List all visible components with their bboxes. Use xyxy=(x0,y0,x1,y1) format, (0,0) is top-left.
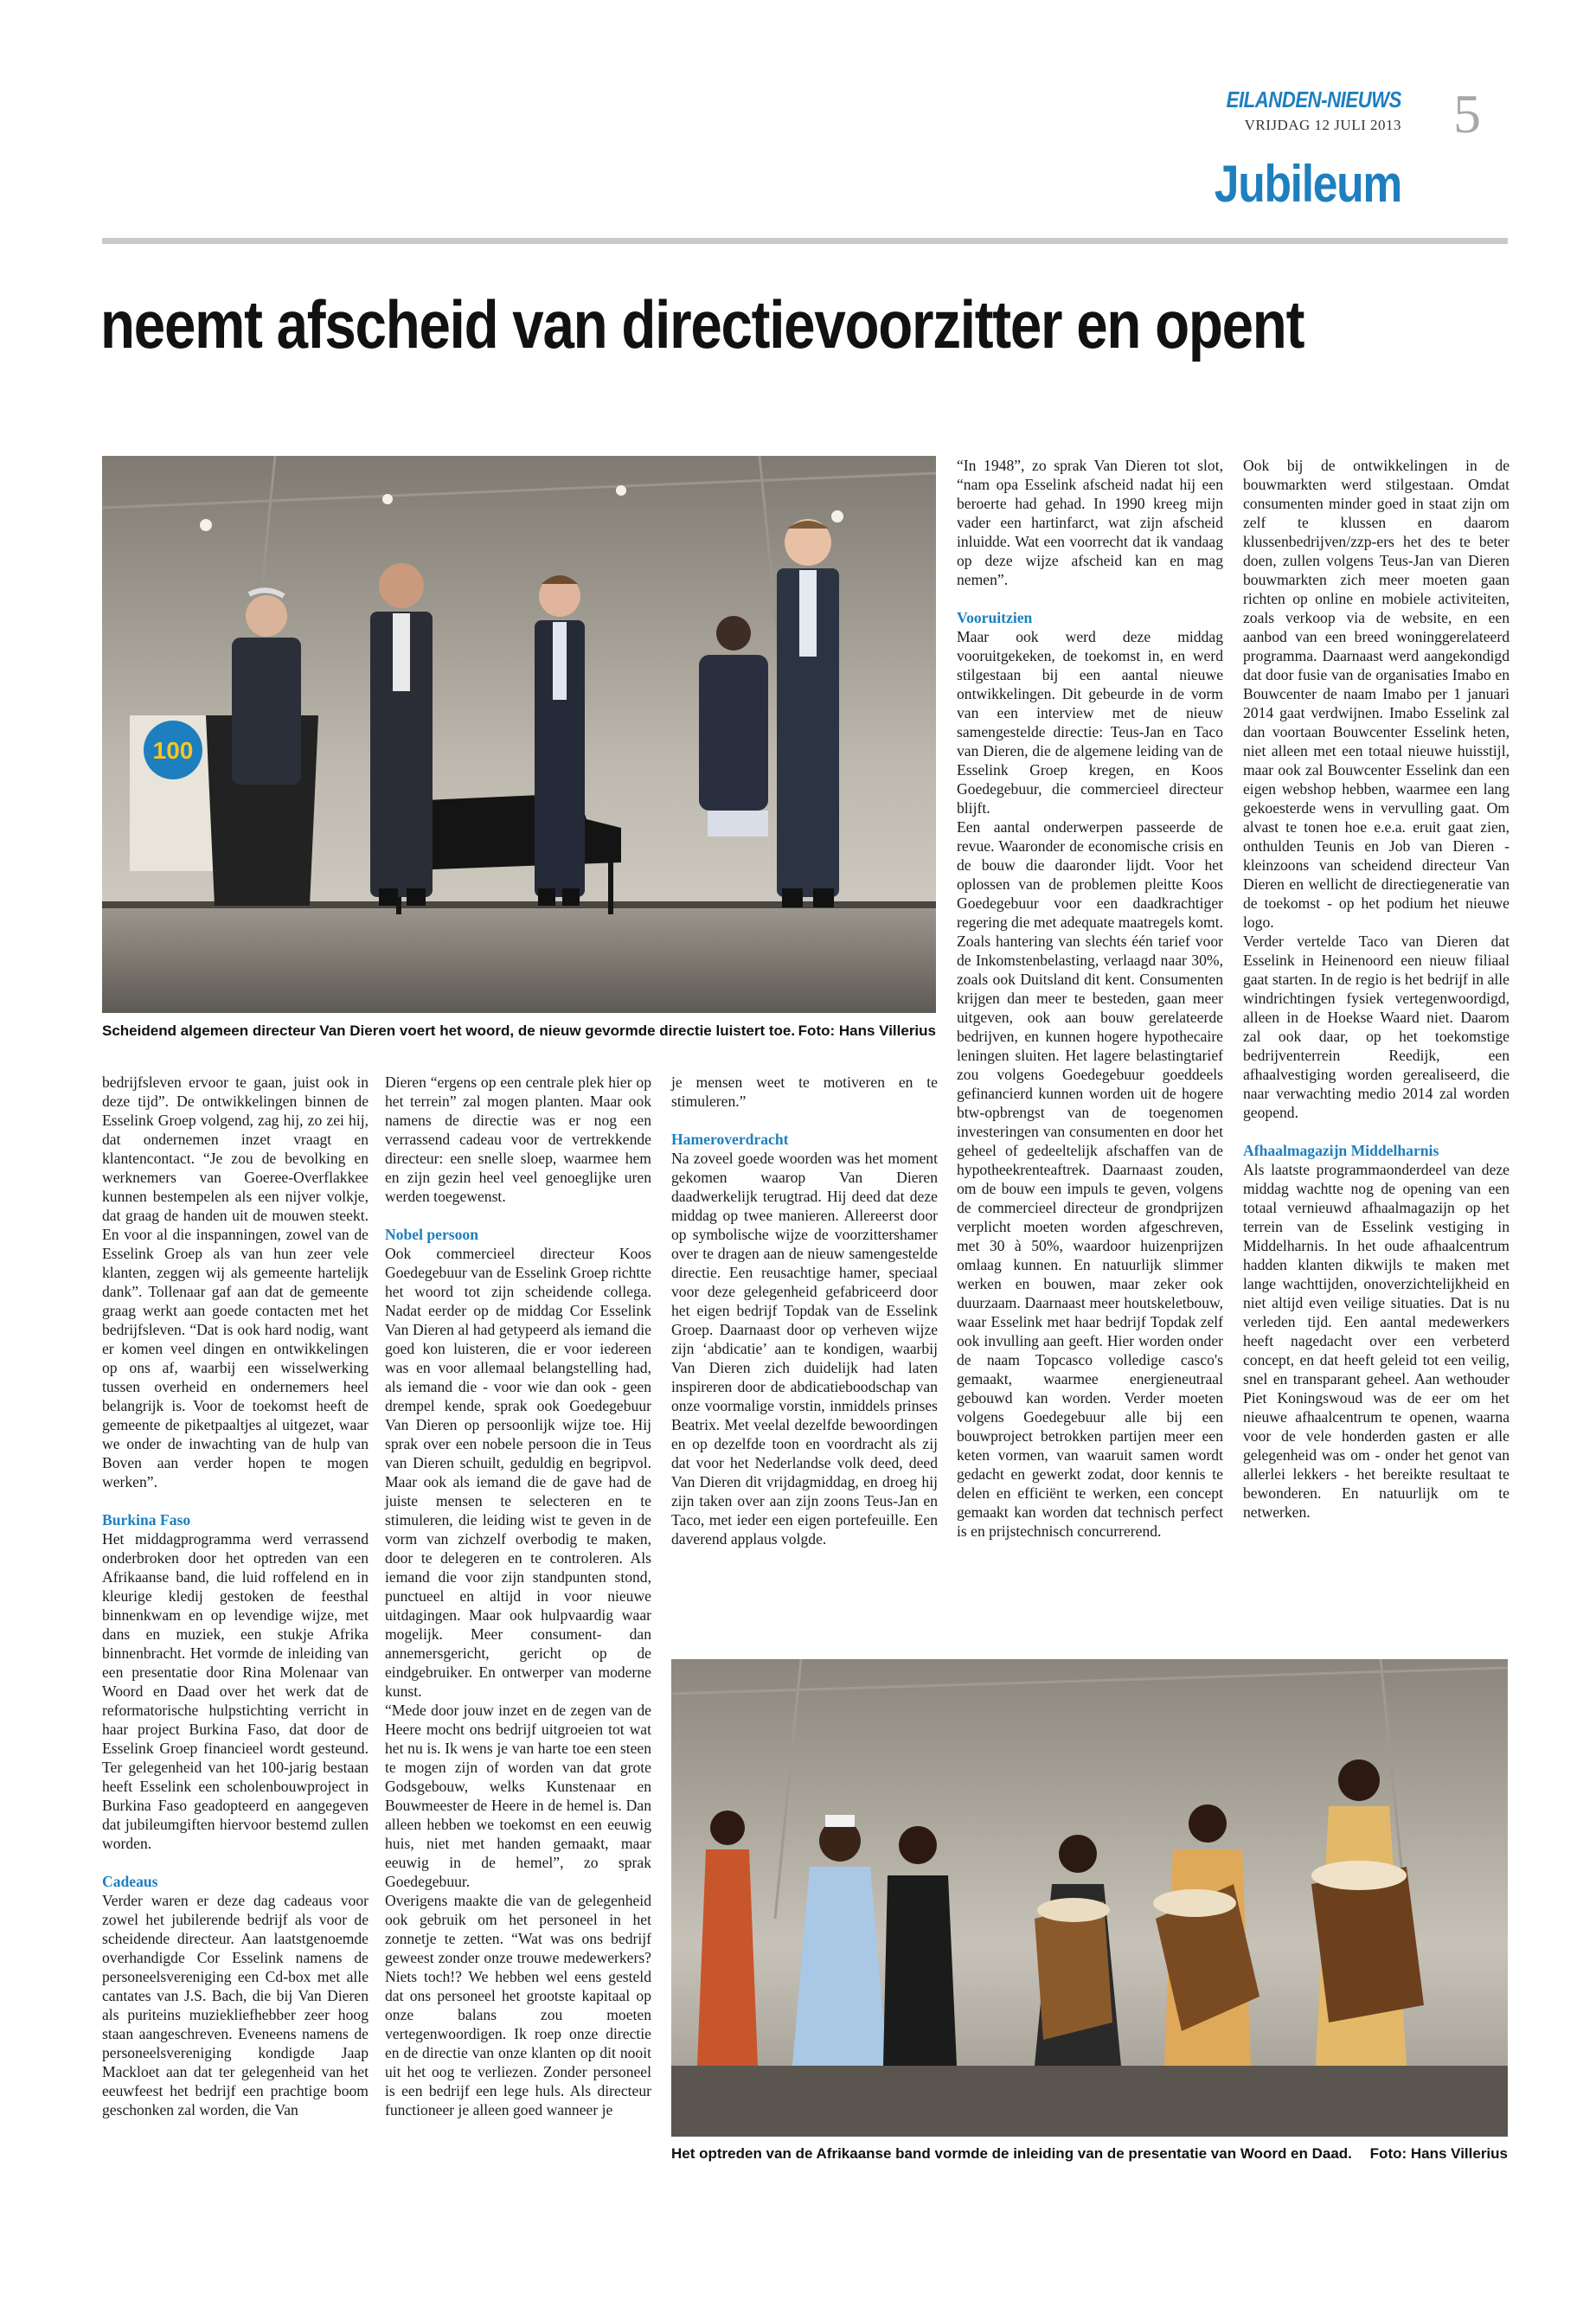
col4-paragraph-3: Een aantal onderwerpen passeerde de revue. Waaronder de economische crisis en de bouw die daaronder lijdt. Voor het oplossen van de problemen pleitte Koos Goedegebuur voor een daadkrachtiger regering die met adequate maatregels komt. Zoals hantering van slechts één tarief voor de Inkomstenbelasting, verlaagd naar 30%, zoals ook Duitsland dit kent. Consumenten krijgen dan meer te besteden, gaan meer uitgeven, ook aan bouw gerelateerde bedrijven, en kunnen hogere hypothecaire leningen sluiten. Het lagere belastingtarief zou volgens Goedegebuur goeddeels gefinancierd kunnen worden uit de hogere btw-opbrengst van de toegenomen investeringen van consumenten en door het geheel of gedeeltelijk afschaffen van de hypotheekrenteaftrek. Daarnaast zouden, om de bouw een impuls te geven, volgens de commercieel directeur de grondprijzen verplicht moeten worden afgeschreven, met 30 à 50%, waardoor huizenprijzen omlaag kunnen. En natuurlijk slimmer werken en bouwen, maar zeker ook duurzaam. Daarnaast meer houtskeletbouw, waar Esselink met haar bedrijf Topdak zelf ook invulling aan geeft. Hier worden onder de naam Topcasco volledige casco's gemaakt, waarmee energieneutraal gebouwd kan worden. Verder moeten volgens Goedegebuur alle bij een bouwproject betrokken partijen meer een keten vormen, van waaruit samen wordt gedacht en gewerkt zodat, door kennis te delen en efficiënt te werken, een concept gemaakt kan worden dat technisch perfect is en prijstechnisch concurrerend. xyxy=(957,818,1223,1540)
photo1-credit: Foto: Hans Villerius xyxy=(798,1022,936,1039)
col3-paragraph-2: Na zoveel goede woorden was het moment gekomen waarop Van Dieren daadwerkelijk terugtrad. Hij deed dat deze middag op twee manieren. Allereerst door op symbolische wijze de voorzittershamer over te dragen aan de nieuw samengestelde directie. Een reusachtige hamer, speciaal voor deze gelegenheid gefabriceerd door het eigen bedrijf Topdak van de Esselink Groep. Daarnaast door op verheven wijze zijn ‘abdicatie’ aan te kondigen, waarbij Van Dieren zich duidelijk had laten inspireren door de abdicatieboodschap van onze voormalige vorstin, inmiddels prinses Beatrix. Met veelal dezelfde bewoordingen en op dezelfde toon en voordracht als zij dat voor het Nederlandse volk deed, deed Van Dieren dit vrijdagmiddag, en droeg hij zijn taken over aan zijn zoons Teus-Jan en Taco, met ieder een eigen portefeuille. Een daverend applaus volgde. xyxy=(671,1150,938,1548)
col5-subheading-afhaalmagazijn: Afhaalmagazijn Middelharnis xyxy=(1243,1142,1439,1159)
col2-paragraph-1: Dieren “ergens op een centrale plek hier op het terrein” zal mogen planten. Maar ook namens de directie was er nog een verrassend cadeau voor de vertrekkende directeur: een snelle sloep, waarmee hem en zijn gezin heel veel genoeglijke uren werden toegewenst. xyxy=(385,1074,651,1205)
col2-paragraph-2: Ook commercieel directeur Koos Goedegebuur van de Esselink Groep richtte het woord tot zijn scheidende collega. Nadat eerder op de middag Cor Esselink Van Dieren al had getypeerd als iemand die goed kon luisteren, die er voor iedereen was en voor allemaal belangstelling had, als iemand die - voor wie dan ook - geen drempel kende, sprak ook Goedegebuur Van Dieren op persoonlijk wijze toe. Hij sprak over een nobele persoon die in Teus van Dieren schuilt, geduldig en begripvol. Maar ook als iemand die de gave had de juiste mensen te selecteren en te stimuleren, die leiding wist te geven in de vorm van zichzelf overbodig te maken, door te delegeren en te controleren. Als iemand die voor zijn standpunten stond, punctueel en altijd in voor nieuwe uitdagingen. Maar ook hulpvaardig waar mogelijk. Meer consument- dan annemersgericht, gericht op de eindgebruiker. En ontwerper van moderne kunst. xyxy=(385,1245,651,1700)
article-column-2 xyxy=(385,1073,651,2119)
col1-paragraph-1: bedrijfsleven ervoor te gaan, juist ook in deze tijd”. De ontwikkelingen binnen de Esselink Groep volgend, zag hij, zo zei hij, dat ondernemen inzet vraagt en klantencontact. “Je zou de bevolking en werknemers van Goeree-Overflakkee kunnen bestempelen als een nijver volkje, dat graag de handen uit de mouwen steekt. En voor al die inspanningen, zowel van de Esselink Groep als van hun zeer vele klanten, zeggen wij als gemeente hartelijk dank”. Tollenaar gaf aan dat de gemeente graag werkt aan goede contacten met het bedrijfsleven. “Dat is ook hard nodig, want er komen veel dingen en ontwikkelingen op ons af, waarbij een wisselwerking tussen overheid en ondernemers heel belangrijk is. Voor de toekomst heeft de gemeente de piketpaaltjes al uitgezet, waar we onder de inwachting van de hulp van Boven aan verder hopen te mogen werken”. xyxy=(102,1074,369,1490)
col5-paragraph-2: Verder vertelde Taco van Dieren dat Esselink in Heinenoord een nieuw filiaal gaat starten. In de regio is het bedrijf in alle windrichtingen fysiek vertegenwoordigd, alleen in de Hoekse Waard niet. Daarom zal ook daar, op het toekomstige bedrijventerrein Reedijk, een afhaalvestiging worden gerealiseerd, die naar verwachting medio 2014 zal worden geopend. xyxy=(1243,933,1509,1121)
banner-100-text: 100 xyxy=(152,737,194,764)
photo1-caption-text: Scheidend algemeen directeur Van Dieren voert het woord, de nieuw gevormde directie luistert toe. xyxy=(102,1022,796,1039)
col4-subheading-vooruitzien: Vooruitzien xyxy=(957,609,1033,626)
article-column-4 xyxy=(957,456,1223,1541)
col3-paragraph-1: je mensen weet te motiveren en te stimuleren.” xyxy=(671,1074,938,1110)
article-column-1 xyxy=(102,1073,369,2119)
section-title: Jubileum xyxy=(1214,155,1401,213)
issue-date: VRIJDAG 12 JULI 2013 xyxy=(1244,117,1401,133)
col2-paragraph-3: “Mede door jouw inzet en de zegen van de Heere mocht ons bedrijf uitgroeien tot wat het nu is. Ik wens je van harte toe een steen te mogen zijn of worden van dat grote Godsgebouw, welks Kunstenaar en Bouwmeester de Heere in de hemel is. Dan alleen hebben we toekomst en een eeuwig huis, niet met handen gemaakt, maar eeuwig in de hemel”, zo sprak Goedegebuur. xyxy=(385,1702,651,1890)
col1-subheading-burkina-faso: Burkina Faso xyxy=(102,1511,191,1529)
headline: neemt afscheid van directievoorzitter en opent xyxy=(100,286,1304,362)
photo2-credit: Foto: Hans Villerius xyxy=(1369,2145,1508,2162)
col5-paragraph-3: Als laatste programmaonderdeel van deze middag wachtte nog de opening van een totaal vernieuwd afhaalmagazijn op het terrein van de Esselink vestiging in Middelharnis. In het oude afhaalcentrum hadden klanten dikwijls te maken met lange wachttijden, onoverzichtelijkheid en niet altijd even veilige situaties. Dat is nu verleden tijd. Een aantal medewerkers heeft nagedacht over een verbeterd concept, en dat heeft geleid tot een veilig, snel en transparant geheel. Aan wethouder Piet Koningswoud was de eer om het nieuwe afhaalcentrum te openen, waarna voor de vele honderden gasten er alle gelegenheid was om - onder het genot van allerlei lekkers - het bereikte resultaat te bewonderen. En natuurlijk om te netwerken. xyxy=(1243,1161,1509,1521)
page-number: 5 xyxy=(1453,83,1481,144)
col3-subheading-hameroverdracht: Hameroverdracht xyxy=(671,1131,789,1148)
col5-paragraph-1: Ook bij de ontwikkelingen in de bouwmarkten werd stilgestaan. Omdat consumenten minder goed in staat zijn om zelf te klussen en daarom klussenbedrijven/zzp-ers het des te beter doen, zullen volgens Teus-Jan van Dieren bouwmarkten zich meer moeten gaan richten op online en mobiele activiteiten, zoals verkoop via de website, en een aanbod van een breed woninggerelateerd programma. Daarnaast werd aangekondigd dat door fusie van de organisaties Imabo en Bouwcenter de naam Imabo per 1 januari 2014 gaat verdwijnen. Imabo Esselink zal dan voortaan Bouwcenter Esselink heten, niet alleen met een totaal nieuwe huisstijl, maar ook zal Bouwcenter Esselink dan een eigen webshop hebben, waarmee een lang gekoesterde wens in vervulling gaat. Om alvast te tonen hoe e.e.a. eruit gaat zien, onthulden Teunis en Job van Dieren - kleinzoons van scheidend directeur Van Dieren en wellicht de directiegeneratie van de toekomst - op het podium het nieuwe logo. xyxy=(1243,457,1509,931)
col2-paragraph-4: Overigens maakte die van de gelegenheid ook gebruik om het personeel in het zonnetje te zetten. “Wat was ons bedrijf geweest zonder onze trouwe medewerkers? Niets toch!? We hebben wel eens gesteld dat ons personeel het grootste kapitaal op onze balans zou moeten vertegenwoordigen. Ik roep onze directie en de directie van onze klanten op dit nooit uit het oog te verliezen. Zonder personeel is een bedrijf een lege huls. Als directeur functioneer je alleen goed wanneer je xyxy=(385,1892,651,2118)
jubilee-banner xyxy=(130,715,216,871)
col1-paragraph-2: Het middagprogramma werd verrassend onderbroken door het optreden van een Afrikaanse band, die luid roffelend en in kleurige kledij gestoken de feesthal binnenkwam en op levendige wijze, met dans en muziek, een stukje Afrika binnenbracht. Het vormde de inleiding van een presentatie door Rina Molenaar van Woord en Daad over het werk dat de reformatorische hulpstichting verricht in haar project Burkina Faso, dat door de Esselink Groep financieel wordt gesteund. Ter gelegenheid van het 100-jarig bestaan heeft Esselink een scholenbouwproject in Burkina Faso geadopteerd en aangegeven dat jubileumgiften hiervoor bestemd zullen worden. xyxy=(102,1530,369,1852)
photo2-caption xyxy=(671,2145,1508,2163)
header-rule xyxy=(102,238,1508,244)
photo2-caption-text: Het optreden van de Afrikaanse band vormde de inleiding van de presentatie van Woord en Daad. xyxy=(671,2145,1352,2162)
col1-paragraph-3: Verder waren er deze dag cadeaus voor zowel het jubilerende bedrijf als voor de scheidende directeur. Aan laatstgenoemde overhandigde Cor Esselink namens de personeelsvereniging een Cd-box met alle cantates van J.S. Bach, die bij Van Dieren als puriteins muziekliefhebber zeer hoog staan aangeschreven. Eveneens namens de personeelsvereniging kondigde Jaap Mackloet aan dat ter gelegenheid van het eeuwfeest het bedrijf een prachtige boom geschonken zal worden, die Van xyxy=(102,1892,369,2118)
article-column-5 xyxy=(1243,456,1509,1522)
col1-subheading-cadeaus: Cadeaus xyxy=(102,1873,158,1890)
band-photo xyxy=(671,1659,1508,2137)
stage-photo xyxy=(102,456,936,1013)
col2-subheading-nobel-persoon: Nobel persoon xyxy=(385,1226,479,1243)
col4-paragraph-2: Maar ook werd deze middag vooruitgekeken, de toekomst in, en werd stilgestaan bij een aantal nieuwe ontwikkelingen. Dit gebeurde in de vorm van een interview met de nieuw samengestelde directie: Teus-Jan en Taco van Dieren, die de algemene leiding van de Esselink Groep kregen, en Koos Goedegebuur, die commercieel directeur blijft. xyxy=(957,628,1223,817)
article-column-3 xyxy=(671,1073,938,1548)
masthead xyxy=(1125,87,1401,134)
photo1-caption xyxy=(102,1022,936,1040)
col4-paragraph-1: “In 1948”, zo sprak Van Dieren tot slot, “nam opa Esselink afscheid nadat hij een beroerte had gehad. In 1990 kreeg mijn vader een hartinfarct, wat zijn afscheid inluidde. Wat een voorrecht dat ik vandaag op deze wijze afscheid kan en mag nemen”. xyxy=(957,457,1223,588)
newspaper-name: EILANDEN-NIEUWS xyxy=(1226,87,1401,112)
